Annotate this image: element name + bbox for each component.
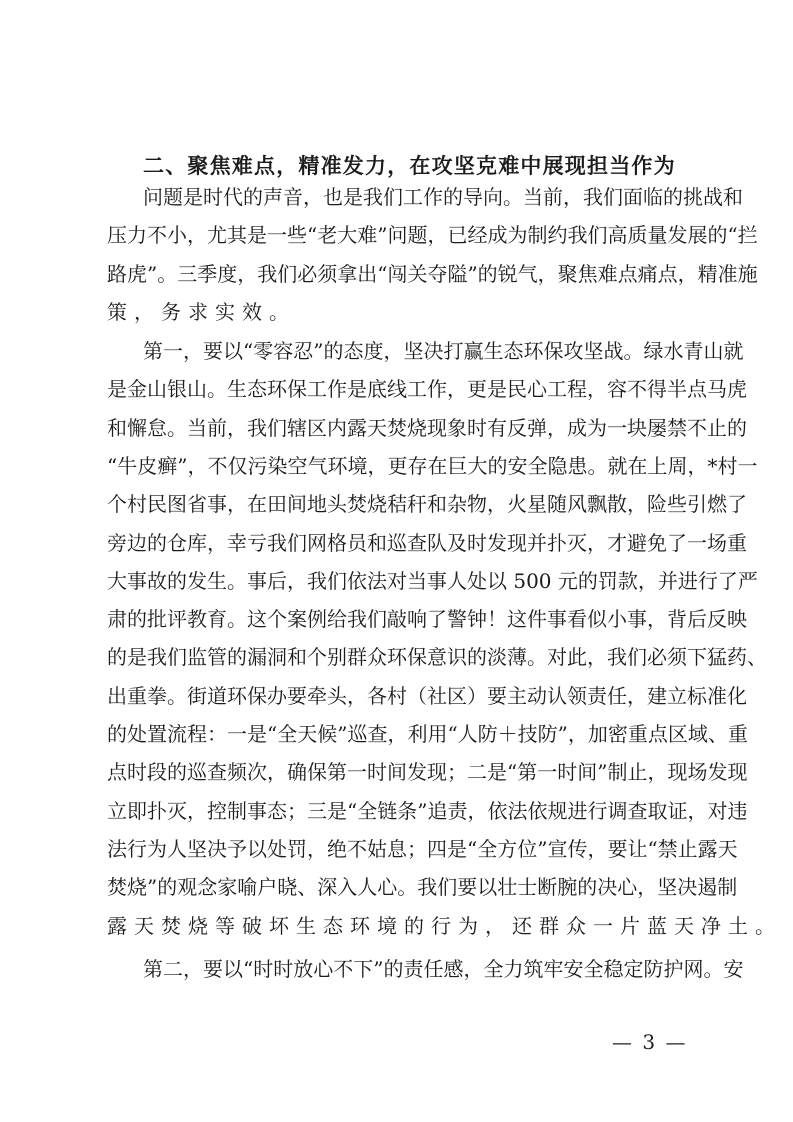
paragraph-2-line: 第一，要以“零容忍”的态度，坚决打赢生态环保攻坚战。绿水青山就	[143, 339, 744, 363]
paragraph-2-line: 焚烧”的观念家喻户晓、深入人心。我们要以壮士断腕的决心，坚决遏制	[107, 875, 738, 900]
paragraph-2-line: 露天焚烧等破坏生态环境的行为，还群众一片蓝天净土。	[107, 913, 782, 938]
paragraph-2-line: 立即扑灭，控制事态；三是“全链条”追责，依法依规进行调查取证，对违	[107, 798, 748, 823]
paragraph-2-line: 个村民图省事，在田间地头焚烧秸秆和杂物，火星随风飘散，险些引燃了	[107, 492, 747, 517]
paragraph-2-line: 法行为人坚决予以处罚，绝不姑息；四是“全方位”宣传，要让“禁止露天	[107, 836, 738, 861]
paragraph-2-line: 的处置流程：一是“全天候”巡查，利用“人防＋技防”，加密重点区域、重	[107, 722, 748, 746]
paragraph-2-line: 大事故的发生。事后，我们依法对当事人处以 500 元的罚款，并进行了严	[107, 568, 758, 593]
paragraph-1-line: 压力不小，尤其是一些“老大难”问题，已经成为制约我们高质量发展的“拦	[107, 223, 758, 248]
section-heading: 二、聚焦难点，精准发力，在攻坚克难中展现担当作为	[143, 154, 676, 178]
paragraph-2-line: 旁边的仓库，幸亏我们网格员和巡查队及时发现并扑灭，才避免了一场重	[107, 530, 747, 555]
paragraph-2-line: 和懈怠。当前，我们辖区内露天焚烧现象时有反弹，成为一块屡禁不止的	[107, 415, 747, 440]
paragraph-2-line: 肃的批评教育。这个案例给我们敲响了警钟！这件事看似小事，背后反映	[107, 607, 747, 632]
paragraph-2-line: 是金山银山。生态环保工作是底线工作，更是民心工程，容不得半点马虎	[107, 377, 747, 402]
paragraph-1-line: 策，务求实效。	[107, 299, 296, 324]
page-number: — 3 —	[612, 1030, 688, 1054]
paragraph-2-line: 出重拳。街道环保办要牵头，各村（社区）要主动认领责任，建立标准化	[107, 683, 747, 708]
paragraph-1-line: 问题是时代的声音，也是我们工作的导向。当前，我们面临的挑战和	[143, 185, 743, 209]
paragraph-3-line: 第二，要以“时时放心不下”的责任感，全力筑牢安全稳定防护网。安	[143, 957, 744, 981]
paragraph-2-line: 点时段的巡查频次，确保第一时间发现；二是“第一时间”制止，现场发现	[107, 760, 748, 785]
paragraph-2-line: “牛皮癣”，不仅污染空气环境，更存在巨大的安全隐患。就在上周，*村一	[107, 453, 758, 478]
paragraph-2-line: 的是我们监管的漏洞和个别群众环保意识的淡薄。对此，我们必须下猛药、	[107, 645, 767, 670]
paragraph-1-line: 路虎”。三季度，我们必须拿出“闯关夺隘”的锐气，聚焦难点痛点，精准施	[107, 261, 758, 286]
